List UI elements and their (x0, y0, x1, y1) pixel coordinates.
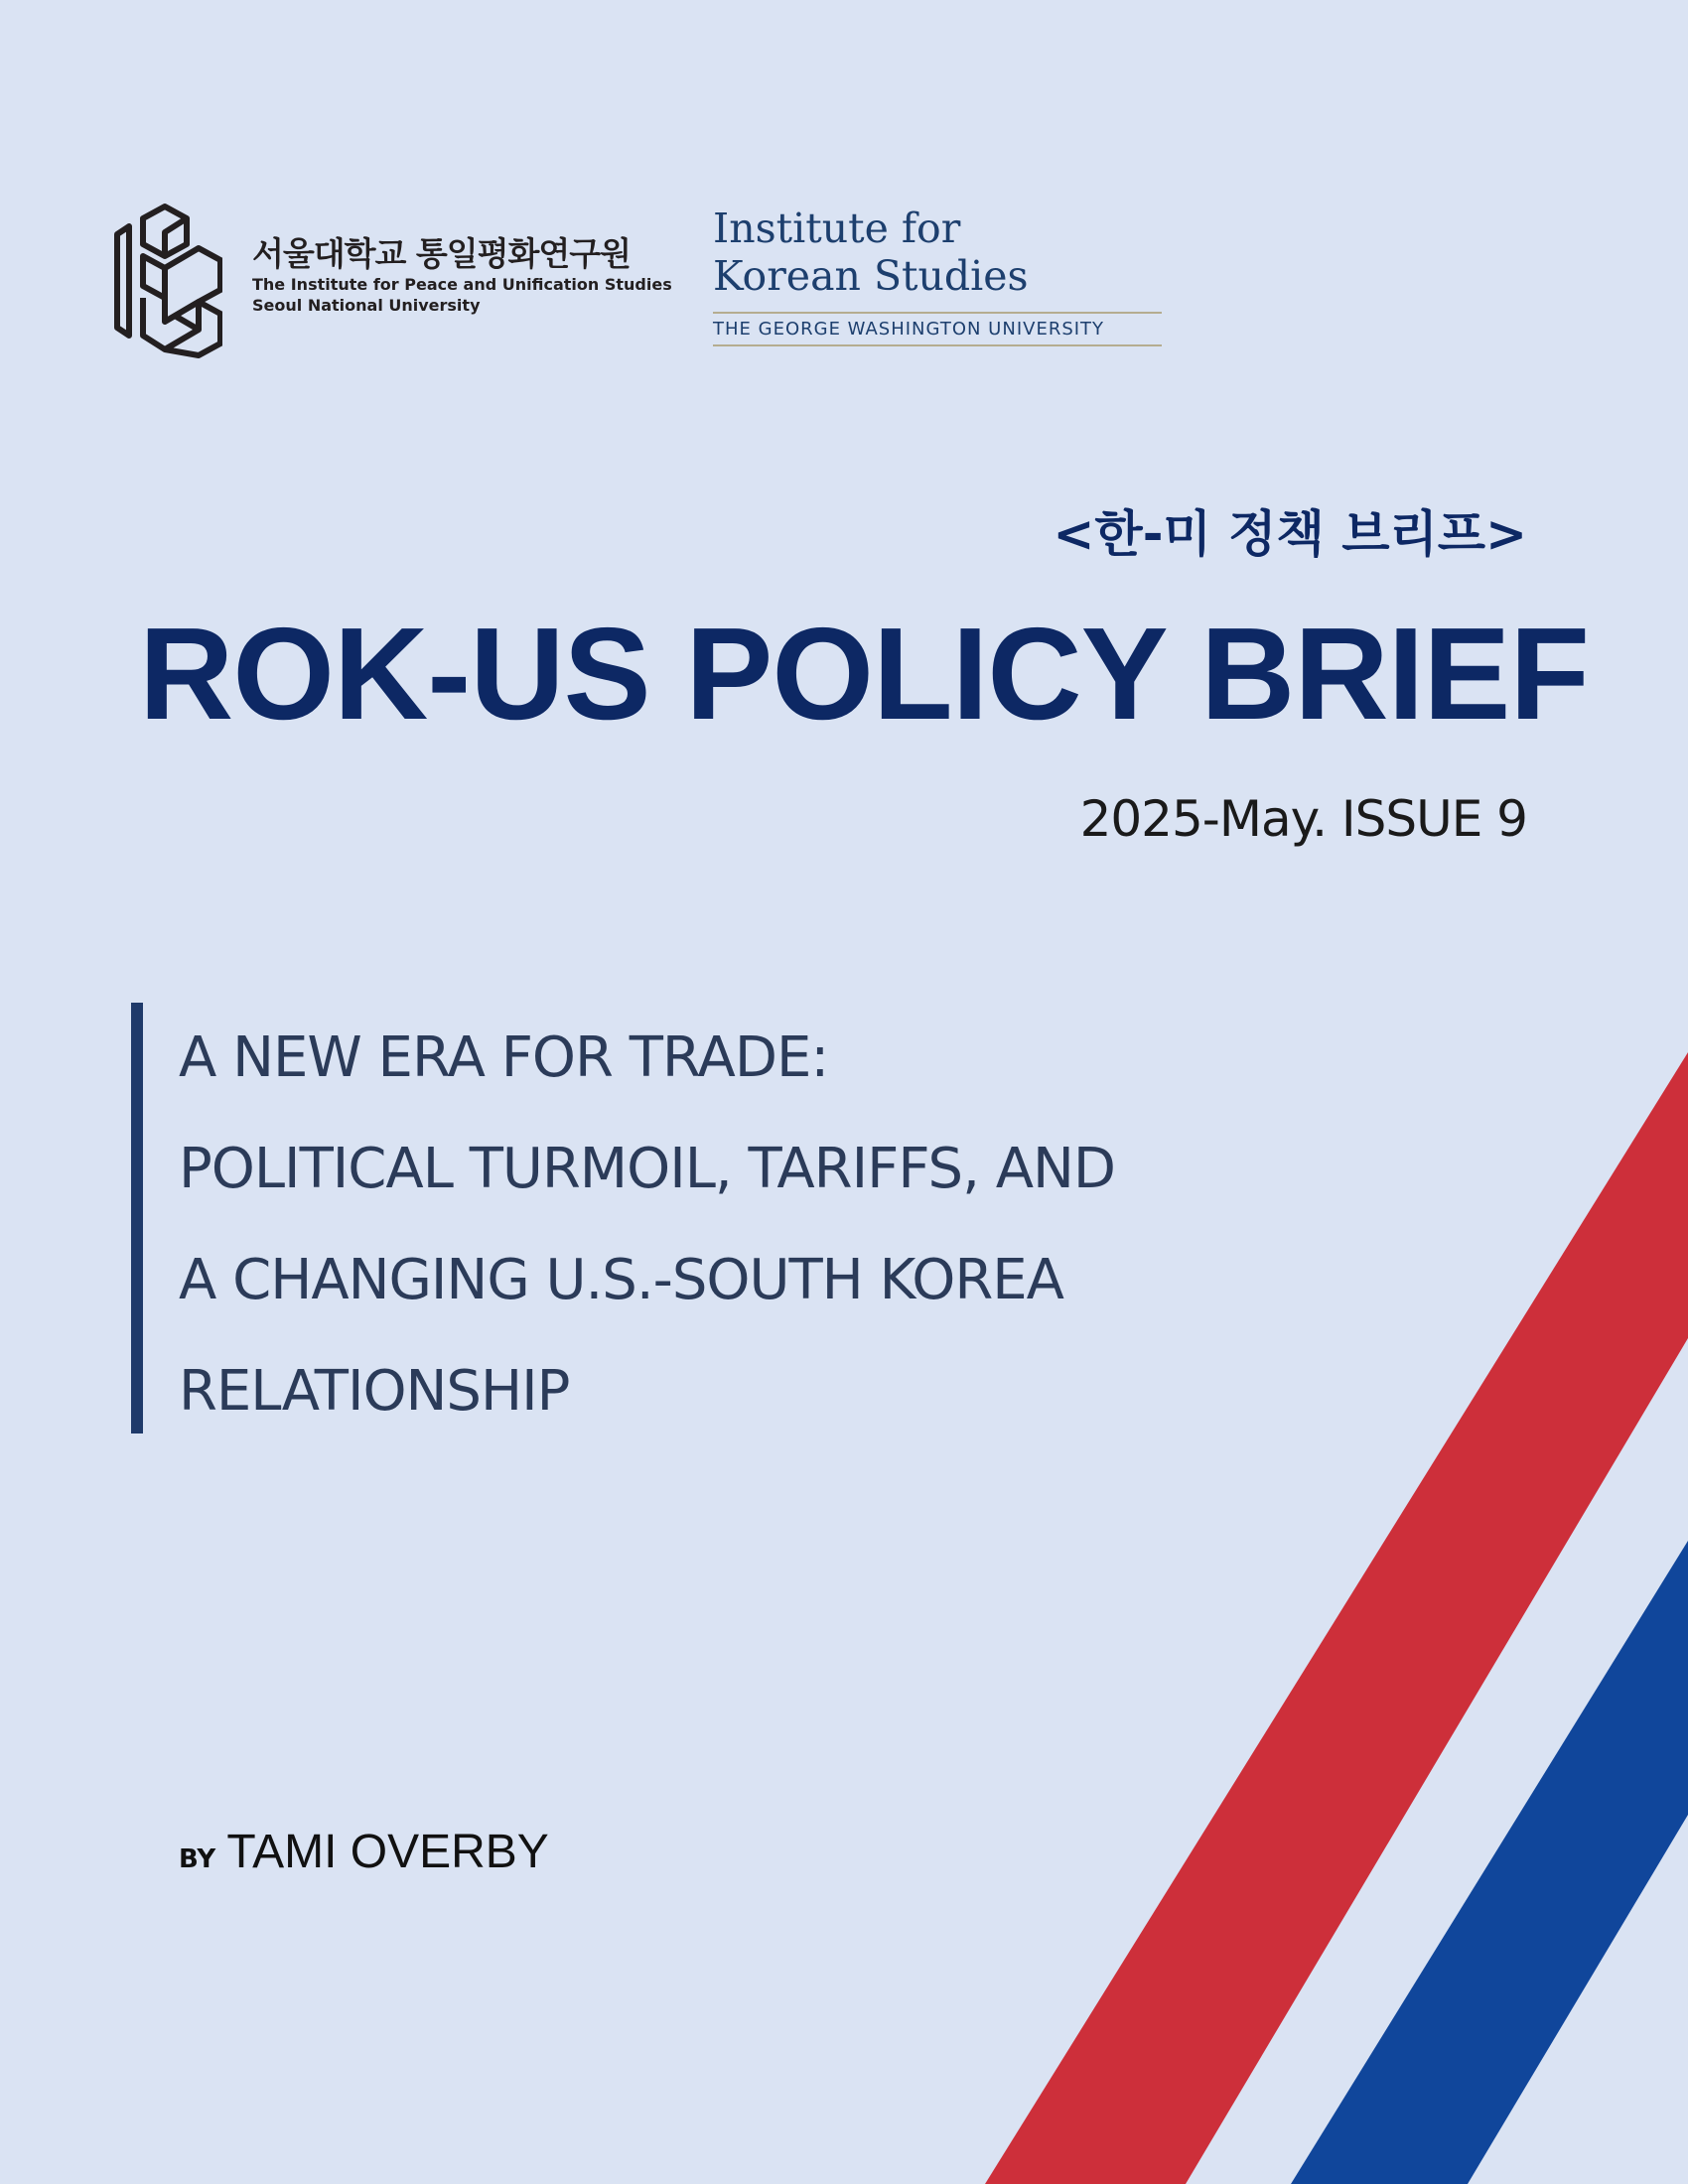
byline (179, 1825, 549, 1879)
ipus-english-name: The Institute for Peace and Unification Studies (252, 275, 672, 294)
subtitle-line: A NEW ERA FOR TRADE: (179, 1025, 829, 1090)
korean-series-label: <한-미 정책 브리프> (1053, 505, 1527, 563)
subtitle-line: A CHANGING U.S.-SOUTH KOREA (179, 1248, 1063, 1312)
red-stripe (985, 1052, 1688, 2184)
author-name: TAMI OVERBY (226, 1826, 549, 1878)
ipus-university: Seoul National University (252, 296, 481, 315)
ipus-korean-name: 서울대학교 통일평화연구원 (252, 234, 632, 273)
iks-line-1: Institute for (713, 205, 961, 252)
byline-prefix: BY (179, 1844, 216, 1874)
iks-line-2: Korean Studies (713, 252, 1029, 300)
page-title: ROK-US POLICY BRIEF (139, 601, 1590, 747)
issue-label: 2025-May. ISSUE 9 (1079, 790, 1527, 848)
subtitle-line: POLITICAL TURMOIL, TARIFFS, AND (179, 1137, 1116, 1201)
iks-university: THE GEORGE WASHINGTON UNIVERSITY (713, 319, 1105, 340)
subtitle-line: RELATIONSHIP (179, 1359, 570, 1424)
